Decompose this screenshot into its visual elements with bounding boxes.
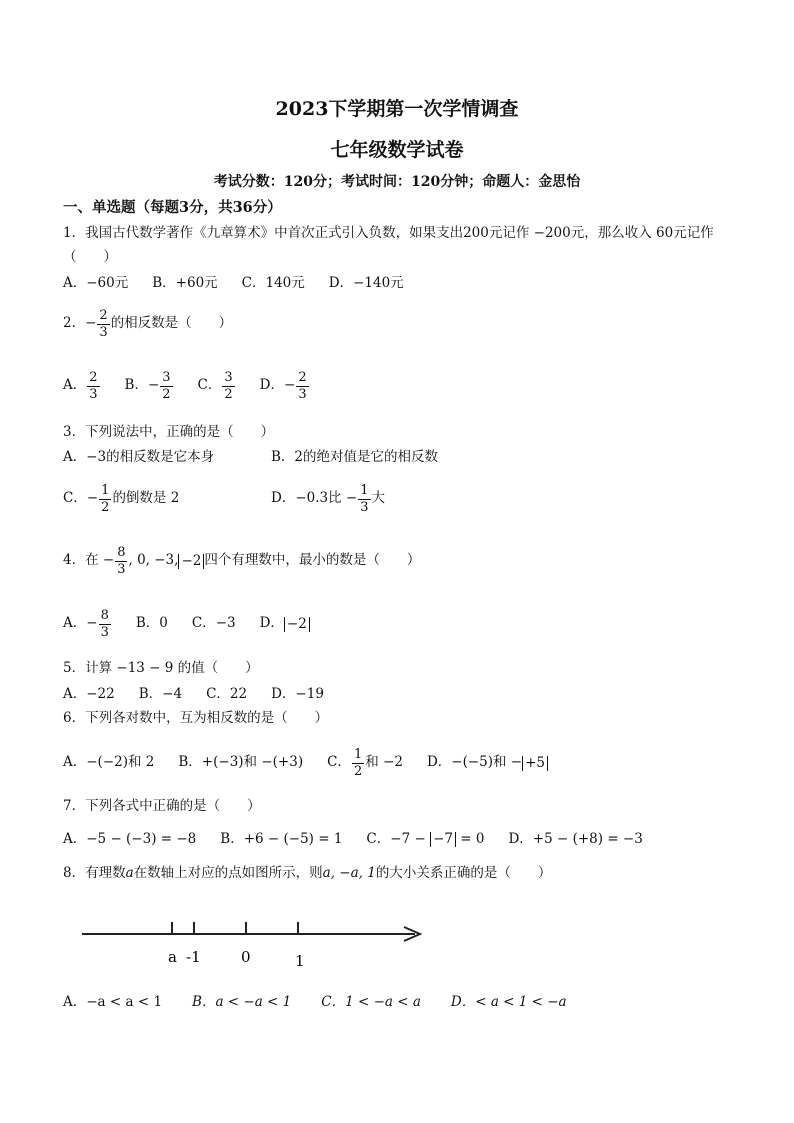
q7-options [63, 832, 667, 847]
q2-b-den: 2 [162, 386, 171, 402]
q8-option-d[interactable]: D．< a < 1 < −a [450, 994, 567, 1010]
q4-a-frac [99, 609, 111, 639]
q6-stem: 6．下列各对数中，互为相反数的是（ ） [63, 710, 329, 726]
q5-stem: 5．计算 −13 − 9 的值（ ） [63, 660, 259, 676]
exam-info: 考试分数：120分；考试时间：120分钟；命题人：金思怡 [213, 174, 581, 190]
q6-c-den: 2 [353, 763, 363, 779]
q3-c-den: 2 [101, 499, 110, 515]
q4-a-num: 8 [100, 608, 109, 623]
q4-d-abs: −2 [284, 617, 310, 632]
q4-a-den: 3 [100, 624, 109, 640]
q1-options [63, 277, 428, 291]
q2-fraction [97, 309, 109, 339]
q3-d-prefix: D．−0.3比 − [271, 490, 358, 507]
q1-option-c[interactable]: C．140元 [241, 275, 305, 291]
label-a: a [168, 948, 177, 966]
number-line-figure [60, 905, 440, 975]
q6-c-suffix: 和 −2 [365, 754, 403, 771]
q2-option-c[interactable] [198, 371, 236, 401]
q1-option-d[interactable]: D．−140元 [328, 275, 404, 291]
q3-c-frac [99, 484, 111, 514]
q7-c-suffix: = 0 [460, 830, 485, 847]
q4-prefix: 4．在 − [63, 552, 115, 569]
q2-d-num: 2 [298, 370, 307, 385]
q4-suffix: 四个有理数中，最小的数是（ ） [204, 552, 421, 569]
q7-option-d[interactable]: D．+5 − (+8) = −3 [508, 830, 643, 847]
q4-option-d[interactable] [260, 617, 310, 632]
q4-list: , 0, −3, [128, 552, 179, 569]
q3-option-a[interactable]: A．−3的相反数是它本身 [63, 449, 215, 465]
label-1: 1 [295, 952, 305, 970]
q2-suffix: 的相反数是（ ） [110, 315, 233, 332]
q2-a-den: 3 [89, 386, 98, 402]
q7-c-abs: −7 [430, 832, 456, 847]
q3-d-frac [358, 484, 370, 514]
q8-options [63, 996, 591, 1010]
q4-stem [63, 546, 420, 576]
section-title: 一、单选题（每题3分，共36分） [63, 199, 282, 216]
q6-d-prefix: D．−(−5)和 − [426, 754, 523, 771]
q8-var-a: a [125, 865, 134, 881]
q3-c-prefix: C．− [63, 490, 99, 507]
q3-option-c[interactable] [63, 484, 179, 514]
q7-option-b[interactable]: B．+6 − (−5) = 1 [220, 830, 343, 847]
q3-c-num: 1 [101, 483, 110, 498]
q2-d-label: D．− [259, 377, 296, 394]
q2-option-d[interactable] [260, 371, 310, 401]
q5-option-b[interactable]: B．−4 [138, 686, 183, 702]
label-minus-1: -1 [186, 948, 201, 966]
q2-c-den: 2 [224, 386, 233, 402]
q3-d-num: 1 [360, 483, 369, 498]
q4-den: 3 [117, 561, 126, 577]
q1-stem: 1．我国古代数学著作《九章算术》中首次正式引入负数，如果支出200元记作 −200元，那么收入 60元记作 [63, 225, 714, 241]
q6-c-num: 1 [353, 747, 363, 762]
q3-option-b[interactable]: B．2的绝对值是它的相反数 [271, 449, 439, 465]
q8-option-b[interactable]: B．a < −a < 1 [192, 994, 292, 1010]
q4-option-c[interactable]: C．−3 [191, 615, 236, 632]
q1-paren: （ ） [63, 249, 117, 265]
q7-option-a[interactable]: A．−5 − (−3) = −8 [63, 830, 197, 847]
q6-option-b[interactable]: B．+(−3)和 −(+3) [178, 754, 304, 771]
q8-option-c[interactable]: C．1 < −a < a [321, 994, 421, 1010]
q2-den: 3 [99, 324, 108, 340]
q6-c-label: C． [327, 754, 351, 771]
q8-stem-post: 的大小关系正确的是（ ） [375, 865, 552, 881]
q4-a-label: A．− [63, 615, 98, 632]
q2-option-b[interactable] [125, 371, 174, 401]
q5-option-c[interactable]: C．22 [206, 686, 248, 702]
q8-stem [63, 867, 551, 881]
q4-options [63, 609, 334, 639]
q2-c-frac [222, 371, 234, 401]
q2-a-frac [87, 371, 99, 401]
q2-d-den: 3 [298, 386, 307, 402]
q2-prefix: 2．− [63, 315, 97, 332]
q4-abs: −2 [178, 554, 204, 569]
q2-num: 2 [99, 308, 108, 323]
q7-stem: 7．下列各式中正确的是（ ） [63, 798, 261, 814]
q4-option-a[interactable] [63, 609, 112, 639]
q2-options [63, 371, 334, 401]
q2-option-a[interactable] [63, 371, 101, 401]
q2-b-label: B．− [124, 377, 160, 394]
q4-option-b[interactable]: B．0 [135, 615, 168, 632]
q2-c-num: 3 [224, 370, 233, 385]
q5-option-d[interactable]: D．−19 [271, 686, 324, 702]
q6-option-d[interactable] [427, 756, 548, 771]
q2-b-frac [160, 371, 172, 401]
q6-option-a[interactable]: A．−(−2)和 2 [63, 754, 155, 771]
q4-d-label: D． [259, 615, 284, 632]
exam-subtitle: 七年级数学试卷 [330, 139, 464, 161]
q8-vars: a, −a, 1 [322, 865, 376, 881]
q1-option-b[interactable]: B．+60元 [152, 275, 218, 291]
q8-stem-pre: 8．有理数 [63, 865, 126, 881]
q6-d-abs: +5 [522, 756, 548, 771]
q7-option-c[interactable] [366, 832, 484, 847]
q6-options [63, 748, 572, 778]
q3-option-d[interactable] [271, 484, 385, 514]
q4-num: 8 [117, 545, 126, 560]
q2-a-label: A． [63, 377, 87, 394]
q3-c-suffix: 的倒数是 2 [112, 490, 180, 507]
q2-c-label: C． [197, 377, 222, 394]
q6-option-c[interactable] [327, 748, 403, 778]
q3-d-den: 3 [360, 499, 369, 515]
q2-a-num: 2 [89, 370, 98, 385]
q3-d-suffix: 大 [371, 490, 385, 507]
q8-stem-mid: 在数轴上对应的点如图所示，则 [133, 865, 323, 881]
q5-options [63, 688, 348, 702]
q2-d-frac [296, 371, 308, 401]
q6-c-frac [352, 748, 364, 778]
q5-option-a[interactable]: A．−22 [63, 686, 115, 702]
exam-title: 2023下学期第一次学情调查 [275, 98, 519, 120]
q4-frac [115, 546, 127, 576]
label-0: 0 [241, 948, 251, 966]
q2-b-num: 3 [162, 370, 171, 385]
q7-c-prefix: C．−7 − [366, 830, 426, 847]
q8-option-a[interactable]: A．−a < a < 1 [63, 994, 163, 1010]
q3-stem: 3．下列说法中，正确的是（ ） [63, 424, 275, 440]
q1-option-a[interactable]: A．−60元 [63, 275, 129, 291]
q2-stem [63, 309, 232, 339]
